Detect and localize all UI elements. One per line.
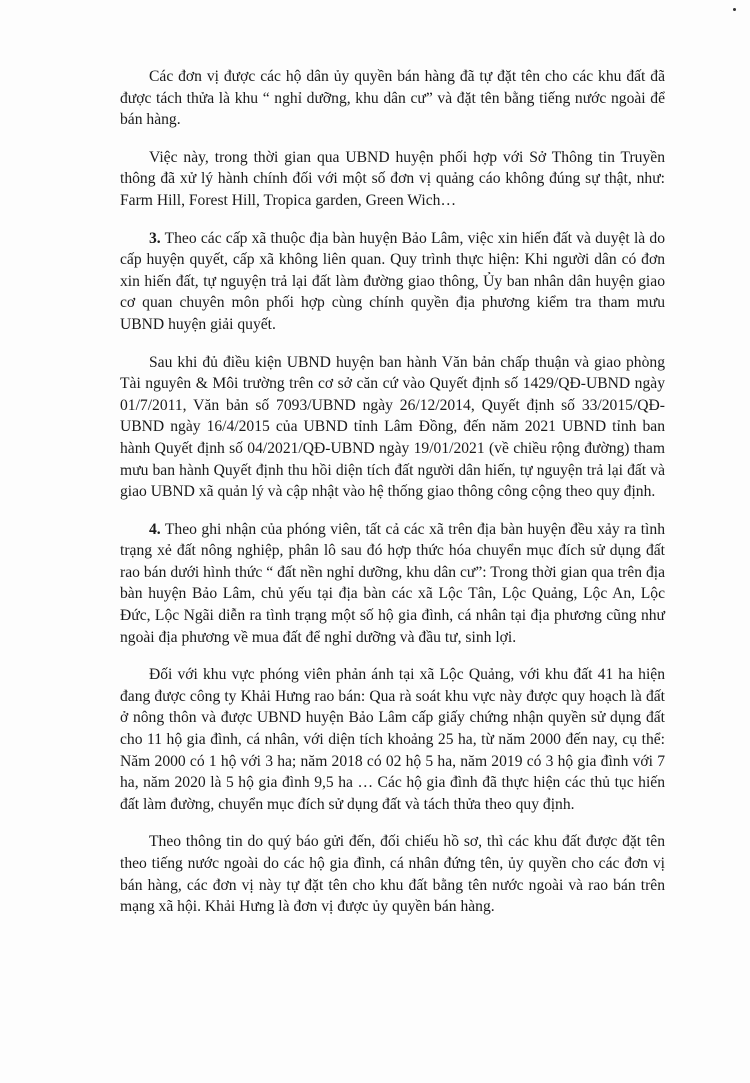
paragraph-6: [120, 664, 665, 815]
paragraph-text: Việc này, trong thời gian qua UBND huyện phối hợp với Sở Thông tin Truyền thông đã xử lý hành chính đối với một số đơn vị quảng cáo không đúng sự thật, như: Farm Hill, Forest Hill, Tropica garden, Green Wich…: [120, 148, 665, 209]
paragraph-2: [120, 147, 665, 212]
paragraph-1: [120, 66, 665, 131]
paragraph-text: Đối với khu vực phóng viên phản ánh tại xã Lộc Quảng, với khu đất 41 ha hiện đang được công ty Khải Hưng rao bán: Qua rà soát khu vực này được quy hoạch là đất ở nông thôn và được UBND huyện Bảo Lâm cấp giấy chứng nhận quyền sử dụng đất cho 11 hộ gia đình, cá nhân, với diện tích khoảng 25 ha, từ năm 2000 đến nay, cụ thể: Năm 2000 có 1 hộ với 3 ha; năm 2018 có 02 hộ 5 ha, năm 2019 có 3 hộ gia đình với 7 ha, năm 2020 là 5 hộ gia đình 9,5 ha … Các hộ gia đình đã thực hiện các thủ tục hiến đất làm đường, chuyển mục đích sử dụng đất và tách thửa theo quy định.: [120, 666, 665, 813]
paragraph-3: [120, 228, 665, 336]
section-number: 4.: [149, 520, 161, 538]
paragraph-text: Theo thông tin do quý báo gửi đến, đối chiếu hồ sơ, thì các khu đất được đặt tên theo tiếng nước ngoài do các hộ gia đình, cá nhân đứng tên, ủy quyền cho các đơn vị bán hàng, các đơn vị này tự đặt tên cho khu đất bằng tên nước ngoài và rao bán trên mạng xã hội. Khải Hưng là đơn vị được ủy quyền bán hàng.: [120, 833, 665, 916]
paragraph-text: Theo ghi nhận của phóng viên, tất cả các xã trên địa bàn huyện đều xảy ra tình trạng xẻ đất nông nghiệp, phân lô sau đó hợp thức hóa chuyển mục đích sử dụng đất rao bán dưới hình thức “ đất nền nghỉ dưỡng, khu dân cư”: Trong thời gian qua trên địa bàn huyện Bảo Lâm, chủ yếu tại địa bàn các xã Lộc Tân, Lộc Quảng, Lộc An, Lộc Đức, Lộc Ngãi diễn ra tình trạng một số hộ gia đình, cá nhân tại địa phương cũng như ngoài địa phương về mua đất để nghỉ dưỡng và đầu tư, sinh lợi.: [120, 520, 665, 646]
paragraph-4: [120, 352, 665, 503]
paragraph-text: Các đơn vị được các hộ dân ủy quyền bán hàng đã tự đặt tên cho các khu đất đã được tách thửa là khu “ nghỉ dưỡng, khu dân cư” và đặt tên bằng tiếng nước ngoài để bán hàng.: [120, 68, 665, 129]
section-number: 3.: [149, 229, 161, 247]
paragraph-5: [120, 519, 665, 649]
scan-mark: [733, 8, 736, 11]
paragraph-text: Sau khi đủ điều kiện UBND huyện ban hành Văn bản chấp thuận và giao phòng Tài nguyên & Môi trường trên cơ sở căn cứ vào Quyết định số 1429/QĐ-UBND ngày 01/7/2011, Văn bản số 7093/UBND ngày 26/12/2014, Quyết định số 33/2015/QĐ-UBND ngày 16/4/2015 của UBND tỉnh Lâm Đồng, đến năm 2021 UBND tỉnh ban hành Quyết định số 04/2021/QĐ-UBND ngày 19/01/2021 (về chiều rộng đường) tham mưu ban hành Quyết định thu hồi diện tích đất người dân hiến, tự nguyện trả lại đất và giao UBND xã quản lý và cập nhật vào hệ thống giao thông công cộng theo quy định.: [120, 353, 665, 501]
paragraph-7: [120, 831, 665, 917]
paragraph-text: Theo các cấp xã thuộc địa bàn huyện Bảo Lâm, việc xin hiến đất và duyệt là do cấp huyện quyết, cấp xã không liên quan. Quy trình thực hiện: Khi người dân có đơn xin hiến đất, tự nguyện trả lại đất làm đường giao thông, Ủy ban nhân dân huyện giao cơ quan chuyên môn phối hợp cùng chính quyền địa phương kiểm tra tham mưu UBND huyện giải quyết.: [120, 229, 665, 333]
document-body: [120, 66, 665, 930]
